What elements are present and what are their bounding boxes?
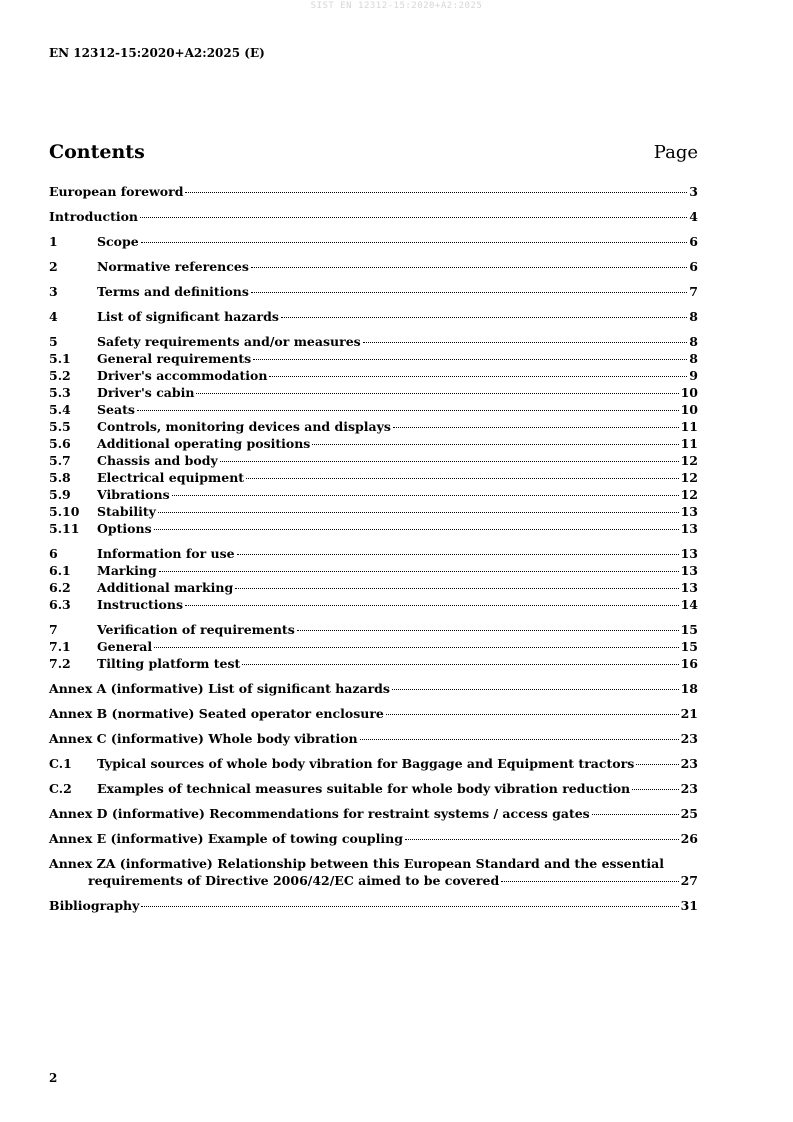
table-of-contents [49,183,698,914]
toc-entry-title: General requirements [97,351,252,366]
toc-entry[interactable] [49,452,698,469]
toc-entry-page: 15 [680,639,698,654]
toc-entry-number: C.2 [49,781,72,796]
toc-entry-title: Typical sources of whole body vibration for Baggage and Equipment tractors [97,756,635,771]
toc-entry-page: 12 [680,487,698,502]
toc-entry-page: 11 [680,436,698,451]
toc-entry[interactable] [49,486,698,503]
toc-entry-title: General [97,639,153,654]
toc-entry-bibliography[interactable] [49,897,698,914]
toc-entry-page: 21 [680,706,698,721]
toc-entry[interactable] [49,830,698,847]
dot-leader [501,881,678,882]
toc-entry-number: 5.10 [49,504,80,519]
dot-leader [154,529,679,530]
dot-leader [185,605,679,606]
dot-leader [363,342,688,343]
toc-entry-number: 2 [49,259,58,274]
toc-entry-page: 13 [680,580,698,595]
toc-entry-title: Annex A (informative) List of significant hazards [49,681,390,696]
toc-entry-page: 6 [689,259,698,274]
dot-leader [393,427,679,428]
toc-entry-title: Instructions [97,597,184,612]
toc-entry-page: 15 [680,622,698,637]
document-identifier: EN 12312-15:2020+A2:2025 (E) [49,46,265,60]
toc-entry[interactable] [49,705,698,722]
dot-leader [237,554,679,555]
toc-entry-number: 4 [49,309,58,324]
toc-entry-title: Stability [97,504,156,519]
dot-leader [235,588,678,589]
toc-entry-title: Bibliography [49,898,140,913]
toc-entry[interactable] [49,755,698,772]
toc-entry-number: 6.1 [49,563,71,578]
toc-entry-title: Verification of requirements [97,622,295,637]
dot-leader [297,630,679,631]
toc-entry-title: Terms and definitions [97,284,249,299]
toc-entry-number: 5.4 [49,402,71,417]
toc-entry[interactable] [49,233,698,250]
dot-leader [636,764,678,765]
toc-entry-title: Safety requirements and/or measures [97,334,361,349]
dot-leader [253,359,687,360]
dot-leader [246,478,679,479]
dot-leader [158,512,679,513]
toc-entry-title: Driver's cabin [97,385,195,400]
toc-entry[interactable] [49,283,698,300]
toc-entry-page: 13 [680,546,698,561]
toc-entry-page: 18 [680,681,698,696]
toc-entry-number: 5.6 [49,436,71,451]
toc-entry-page: 11 [680,419,698,434]
toc-entry-annex-za[interactable] [49,855,698,889]
toc-entry[interactable] [49,469,698,486]
toc-entry-page: 6 [689,234,698,249]
dot-leader [312,444,678,445]
toc-entry-title: European foreword [49,184,184,199]
toc-entry-title: Vibrations [97,487,170,502]
toc-entry-number: 6 [49,546,58,561]
toc-entry-page: 10 [680,385,698,400]
toc-entry[interactable] [49,638,698,655]
toc-entry[interactable] [49,562,698,579]
page-column-heading: Page [653,142,698,163]
toc-entry-title: Additional operating positions [97,436,311,451]
dot-leader [392,689,679,690]
toc-entry-page: 31 [680,898,698,913]
dot-leader [632,789,678,790]
toc-entry[interactable] [49,730,698,747]
dot-leader [140,217,687,218]
toc-entry[interactable] [49,384,698,401]
toc-entry-page: 8 [689,334,698,349]
toc-entry-title: Options [97,521,152,536]
dot-leader [141,906,678,907]
toc-entry-number: 5.7 [49,453,71,468]
toc-entry[interactable] [49,780,698,797]
toc-entry-number: 7 [49,622,58,637]
toc-entry[interactable] [49,545,698,562]
toc-entry[interactable] [49,308,698,325]
toc-entry-title: Normative references [97,259,249,274]
toc-entry-page: 23 [680,781,698,796]
toc-entry[interactable] [49,503,698,520]
toc-entry-number: 5.3 [49,385,71,400]
toc-entry[interactable] [49,183,698,200]
dot-leader [281,317,687,318]
toc-entry-page: 8 [689,351,698,366]
toc-entry-title: Examples of technical measures suitable for whole body vibration reduction [97,781,631,796]
toc-entry-page: 7 [689,284,698,299]
toc-entry-number: 6.2 [49,580,71,595]
toc-entry-title-line2: requirements of Directive 2006/42/EC aimed to be covered [88,873,500,888]
toc-entry-page: 13 [680,521,698,536]
toc-entry-page: 27 [680,873,698,888]
toc-entry-title: Seats [97,402,135,417]
dot-leader [405,839,679,840]
toc-entry-number: 5.9 [49,487,71,502]
toc-entry[interactable] [49,418,698,435]
toc-entry-title: Chassis and body [97,453,218,468]
toc-entry-page: 13 [680,504,698,519]
toc-entry[interactable] [49,520,698,537]
dot-leader [251,292,687,293]
toc-entry-page: 23 [680,731,698,746]
toc-entry[interactable] [49,621,698,638]
dot-leader [185,192,687,193]
toc-entry-page: 12 [680,470,698,485]
toc-entry-number: 3 [49,284,58,299]
toc-entry-page: 3 [689,184,698,199]
toc-entry[interactable] [49,258,698,275]
toc-entry-title: Controls, monitoring devices and displays [97,419,391,434]
toc-entry-number: 7.2 [49,656,71,671]
toc-entry-page: 16 [680,656,698,671]
toc-entry[interactable] [49,350,698,367]
toc-entry-page: 10 [680,402,698,417]
dot-leader [592,814,679,815]
toc-entry-page: 12 [680,453,698,468]
toc-entry-page: 4 [689,209,698,224]
toc-entry-title: Electrical equipment [97,470,245,485]
toc-entry-title: Marking [97,563,157,578]
dot-leader [251,267,687,268]
toc-entry-title: List of significant hazards [97,309,279,324]
toc-entry[interactable] [49,367,698,384]
dot-leader [242,664,678,665]
toc-entry[interactable] [49,333,698,350]
toc-entry-title: Scope [97,234,139,249]
toc-entry-title: Introduction [49,209,139,224]
toc-entry-page: 9 [689,368,698,383]
dot-leader [269,376,687,377]
toc-entry-page: 26 [680,831,698,846]
contents-heading: Contents [49,141,145,163]
toc-entry-line2 [49,872,698,889]
toc-entry[interactable] [49,655,698,672]
toc-entry[interactable] [49,208,698,225]
toc-entry-number: 5.11 [49,521,80,536]
dot-leader [159,571,679,572]
dot-leader [137,410,679,411]
toc-entry[interactable] [49,680,698,697]
toc-entry-page: 13 [680,563,698,578]
dot-leader [220,461,679,462]
toc-entry-number: C.1 [49,756,72,771]
toc-entry-title: Tilting platform test [97,656,241,671]
toc-entry-title: Annex C (informative) Whole body vibration [49,731,358,746]
toc-entry-number: 6.3 [49,597,71,612]
toc-entry[interactable] [49,401,698,418]
toc-entry-title-line1: Annex ZA (informative) Relationship between this European Standard and the essential [49,856,665,871]
toc-entry-number: 5.5 [49,419,71,434]
toc-entry-page: 23 [680,756,698,771]
toc-entry-number: 5.2 [49,368,71,383]
toc-entry-title: Annex E (informative) Example of towing coupling [49,831,403,846]
toc-entry-number: 5.8 [49,470,71,485]
dot-leader [141,242,688,243]
toc-entry-title: Driver's accommodation [97,368,268,383]
toc-entry-page: 8 [689,309,698,324]
toc-entry-number: 5.1 [49,351,71,366]
dot-leader [386,714,679,715]
watermark: SIST EN 12312-15:2020+A2:2025 [310,1,483,11]
dot-leader [172,495,679,496]
toc-entry[interactable] [49,579,698,596]
dot-leader [360,739,679,740]
toc-entry[interactable] [49,805,698,822]
toc-entry-page: 14 [680,597,698,612]
toc-entry-title: Annex D (informative) Recommendations for restraint systems / access gates [49,806,590,821]
dot-leader [196,393,678,394]
toc-entry-number: 7.1 [49,639,71,654]
toc-entry-number: 1 [49,234,58,249]
toc-entry-page: 25 [680,806,698,821]
toc-entry-title: Additional marking [97,580,234,595]
toc-entry-title: Annex B (normative) Seated operator enclosure [49,706,384,721]
toc-entries [49,183,698,847]
toc-entry-title: Information for use [97,546,235,561]
page-number: 2 [49,1071,58,1085]
toc-entry[interactable] [49,435,698,452]
toc-entry-number: 5 [49,334,58,349]
toc-entry[interactable] [49,596,698,613]
dot-leader [154,647,678,648]
